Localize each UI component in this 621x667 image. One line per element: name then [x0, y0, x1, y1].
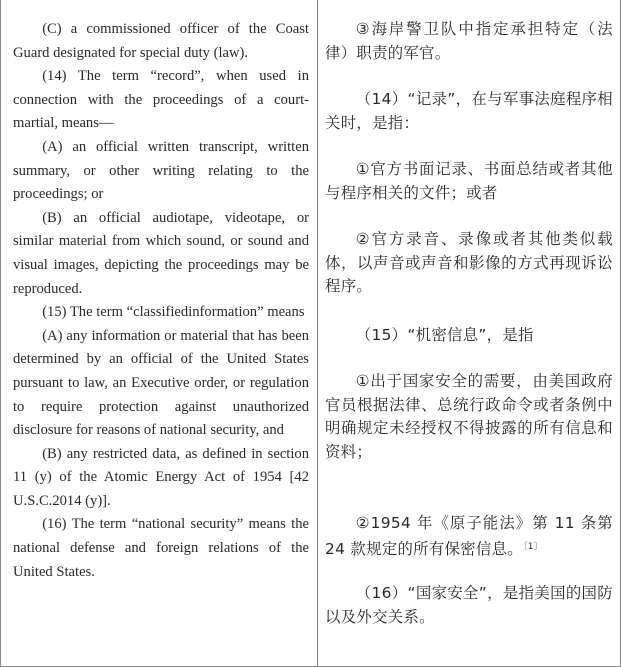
zh-paragraph-coast-guard: ③海岸警卫队中指定承担特定（法律）职责的军官。 — [325, 20, 613, 62]
zh-paragraph-15a: ①出于国家安全的需要，由美国政府官员根据法律、总统行政命令或者条例中明确规定未经授权不得披露的所有信息和资料； — [325, 372, 613, 461]
en-paragraph-15b: (B) any restricted data, as defined in section 11 (y) of the Atomic Energy Act of 1954 [42 U.S.C.2014 (y)]. — [13, 445, 309, 509]
en-paragraph-15-classified: (15) The term “classifiedinformation” means — [42, 304, 305, 321]
zh-paragraph-14-record: （14）“记录”，在与军事法庭程序相关时，是指： — [325, 90, 613, 132]
zh-paragraph-15b-text: ②1954 年《原子能法》第 11 条第 24 款规定的所有保密信息。 — [325, 514, 613, 558]
en-paragraph-14a: (A) an official written transcript, written summary, or other writing relating to the proceedings; or — [13, 138, 309, 203]
en-paragraph-15a: (A) any information or material that has been determined by an official of the United States pursuant to law, an Executive order, or regulation to require protection against unauthorized disclosure for reasons of national security, and — [13, 327, 309, 439]
english-column — [13, 18, 309, 584]
en-paragraph-14b: (B) an official audiotape, videotape, or similar material from which sound, or sound and visual images, depicting the proceedings may be reproduced. — [13, 209, 309, 297]
zh-paragraph-16-national-security: （16）“国家安全”，是指美国的国防以及外交关系。 — [325, 584, 613, 626]
en-paragraph-16-national-security: (16) The term “national security” means the national defense and foreign relations of the United States. — [13, 516, 309, 580]
zh-paragraph-14a: ①官方书面记录、书面总结或者其他与程序相关的文件；或者 — [325, 160, 613, 202]
zh-paragraph-15-classified: （15）“机密信息”，是指 — [355, 326, 534, 344]
en-paragraph-14-record: (14) The term “record”, when used in connection with the proceedings of a court-martial, means— — [13, 68, 309, 132]
en-paragraph-c-coast-guard: (C) a commissioned officer of the Coast Guard designated for special duty (law). — [13, 21, 309, 61]
column-divider — [317, 0, 318, 666]
footnote-reference[interactable]: 〔1〕 — [522, 541, 544, 552]
zh-paragraph-14b: ②官方录音、录像或者其他类似载体，以声音或声音和影像的方式再现诉讼程序。 — [325, 230, 613, 296]
zh-paragraph-15b — [325, 512, 613, 561]
